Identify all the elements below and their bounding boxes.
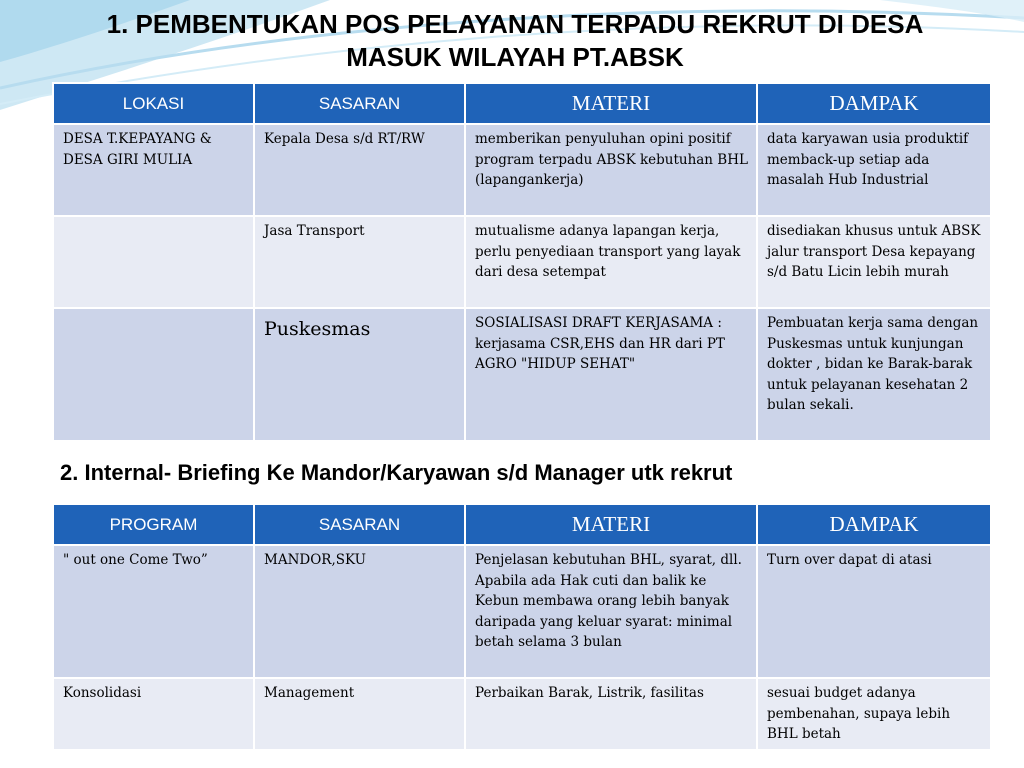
- cell-program: " out one Come Two”: [53, 545, 254, 678]
- cell-program: Konsolidasi: [53, 678, 254, 750]
- header-dampak: DAMPAK: [757, 83, 991, 124]
- cell-sasaran: Kepala Desa s/d RT/RW: [254, 124, 465, 216]
- cell-materi: Perbaikan Barak, Listrik, fasilitas: [465, 678, 757, 750]
- header-lokasi: LOKASI: [53, 83, 254, 124]
- cell-dampak: sesuai budget adanya pembenahan, supaya lebih BHL betah: [757, 678, 991, 750]
- cell-dampak: disediakan khusus untuk ABSK jalur transport Desa kepayang s/d Batu Licin lebih murah: [757, 216, 991, 308]
- cell-sasaran: Management: [254, 678, 465, 750]
- cell-materi: memberikan penyuluhan opini positif program terpadu ABSK kebutuhan BHL (lapangankerja): [465, 124, 757, 216]
- cell-lokasi: [53, 308, 254, 441]
- cell-lokasi: [53, 216, 254, 308]
- table-internal-briefing: [52, 503, 992, 751]
- header-program: PROGRAM: [53, 504, 254, 545]
- table-row: [53, 308, 991, 441]
- page-title: [40, 8, 990, 74]
- table-header-row: [53, 83, 991, 124]
- cell-sasaran: MANDOR,SKU: [254, 545, 465, 678]
- cell-dampak: Turn over dapat di atasi: [757, 545, 991, 678]
- header-sasaran: SASARAN: [254, 504, 465, 545]
- cell-materi: mutualisme adanya lapangan kerja, perlu penyediaan transport yang layak dari desa setempat: [465, 216, 757, 308]
- header-materi: MATERI: [465, 504, 757, 545]
- section-subtitle: 2. Internal- Briefing Ke Mandor/Karyawan s/d Manager utk rekrut: [60, 460, 733, 485]
- title-line-2: MASUK WILAYAH PT.ABSK: [346, 42, 684, 72]
- cell-sasaran: Puskesmas: [254, 308, 465, 441]
- cell-materi: Penjelasan kebutuhan BHL, syarat, dll. Apabila ada Hak cuti dan balik ke Kebun membawa orang lebih banyak daripada yang keluar syarat: minimal betah selama 3 bulan: [465, 545, 757, 678]
- table-row: [53, 216, 991, 308]
- table-row: [53, 124, 991, 216]
- header-materi: MATERI: [465, 83, 757, 124]
- title-line-1: 1. PEMBENTUKAN POS PELAYANAN TERPADU REKRUT DI DESA: [106, 9, 924, 39]
- cell-dampak: Pembuatan kerja sama dengan Puskesmas untuk kunjungan dokter , bidan ke Barak-barak untuk pelayanan kesehatan 2 bulan sekali.: [757, 308, 991, 441]
- table-header-row: [53, 504, 991, 545]
- header-dampak: DAMPAK: [757, 504, 991, 545]
- cell-sasaran: Jasa Transport: [254, 216, 465, 308]
- cell-dampak: data karyawan usia produktif memback-up setiap ada masalah Hub Industrial: [757, 124, 991, 216]
- header-sasaran: SASARAN: [254, 83, 465, 124]
- table-row: [53, 545, 991, 678]
- cell-materi: SOSIALISASI DRAFT KERJASAMA : kerjasama CSR,EHS dan HR dari PT AGRO "HIDUP SEHAT": [465, 308, 757, 441]
- cell-lokasi: DESA T.KEPAYANG & DESA GIRI MULIA: [53, 124, 254, 216]
- table-row: [53, 678, 991, 750]
- table-pos-pelayanan: [52, 82, 992, 442]
